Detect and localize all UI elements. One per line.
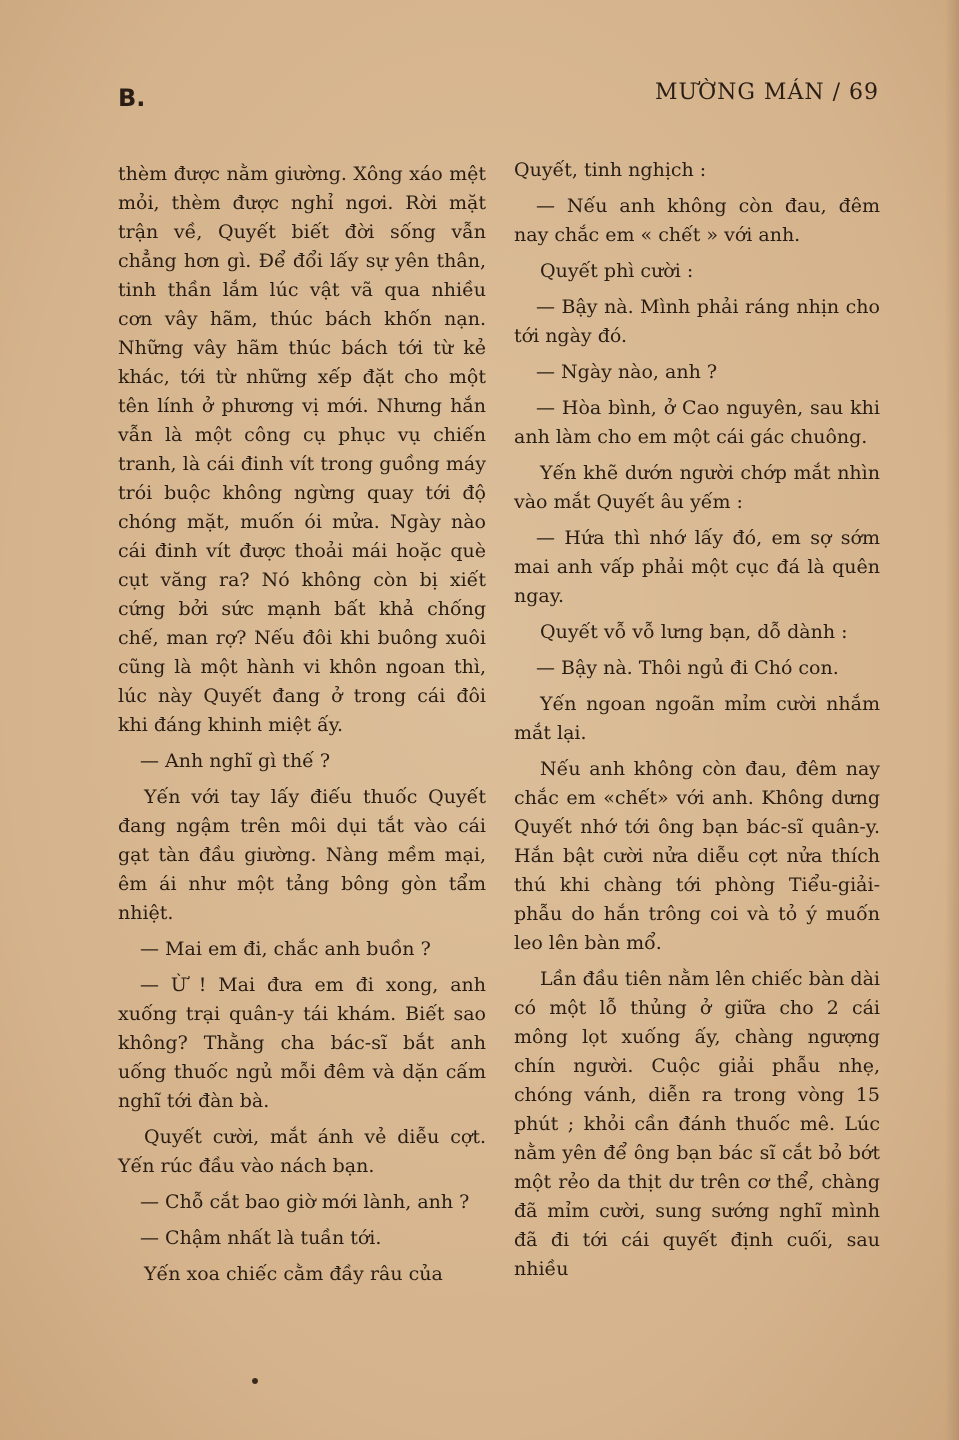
dialogue-line: — Hứa thì nhớ lấy đó, em sợ sớm mai anh vấp phải một cục đá là quên ngay. [514,527,880,607]
dialogue-line: — Mai em đi, chắc anh buồn ? [140,938,431,960]
dialogue-line: — Chậm nhất là tuần tới. [140,1227,382,1249]
dialogue-line: — Ừ ! Mai đưa em đi xong, anh xuống trại quân-y tái khám. Biết sao không? Thằng cha bác-sĩ bắt anh uống thuốc ngủ mỗi đêm và dặn cấm nghĩ tới đàn bà. [118,974,486,1112]
dialogue-line: — Chỗ cắt bao giờ mới lành, anh ? [140,1191,470,1213]
paragraph: Quyết vỗ vỗ lưng bạn, dỗ dành : [540,621,848,643]
paragraph: Quyết phì cười : [540,260,694,282]
paragraph: Yến xoa chiếc cằm đầy râu của [144,1263,443,1285]
dialogue-line: — Bậy nà. Thôi ngủ đi Chó con. [536,657,839,679]
page-spine-shadow [945,0,959,1440]
left-column [118,160,486,1296]
dialogue-line: — Anh nghĩ gì thế ? [140,750,331,772]
running-head: MƯỜNG MÁN / 69 [655,80,879,105]
paragraph: Nếu anh không còn đau, đêm nay chắc em «chết» với anh. Không dưng Quyết nhớ tới ông bạn bác-sĩ quân-y. Hắn bật cười nửa diễu cợt nửa thích thú khi chàng tới phòng Tiểu-giải-phẫu do hắn trông coi và tỏ ý muốn leo lên bàn mổ. [514,758,880,954]
paragraph: Yến khẽ dướn người chớp mắt nhìn vào mắt Quyết âu yếm : [514,462,880,513]
paragraph: Quyết cười, mắt ánh vẻ diễu cợt. Yến rúc đầu vào nách bạn. [118,1126,486,1177]
paragraph: thèm được nằm giường. Xông xáo mệt mỏi, thèm được nghỉ ngơi. Rời mặt trận về, Quyết biết đời sống vẫn chẳng hơn gì. Để đổi lấy sự yên thân, tinh thần lắm lúc vật vã qua nhiều cơn vây hãm, thúc bách khốn nạn. Những vây hãm thúc bách tới từ kẻ khác, tới từ những xếp đặt cho một tên lính ở phương vị mới. Nhưng hắn vẫn là một công cụ phục vụ chiến tranh, là cái đinh vít trong guồng máy trói buộc không ngừng quay tới độ chóng mặt, muốn ói mửa. Ngày nào cái đinh vít được thoải mái hoặc què cụt văng ra? Nó không còn bị xiết cứng bởi sức mạnh bất khả chống chế, man rợ? Nếu đôi khi buông xuôi cũng là một hành vi khôn ngoan thì, lúc này Quyết đang ở trong cái đôi khi đáng khinh miệt ấy. [118,163,486,736]
paragraph: Quyết, tinh nghịch : [514,159,707,181]
dialogue-line: — Hòa bình, ở Cao nguyên, sau khi anh làm cho em một cái gác chuông. [514,397,880,448]
dialogue-line: — Ngày nào, anh ? [536,361,718,383]
signature-mark: B. [118,84,146,112]
dialogue-line: — Bậy nà. Mình phải ráng nhịn cho tới ngày đó. [514,296,880,347]
paragraph: Yến với tay lấy điếu thuốc Quyết đang ngậm trên môi dụi tắt vào cái gạt tàn đầu giường. Nàng mềm mại, êm ái như một tảng bông gòn tẩm nhiệt. [118,786,486,924]
ink-dot [252,1378,258,1384]
paragraph: Lần đầu tiên nằm lên chiếc bàn dài có một lỗ thủng ở giữa cho 2 cái mông lọt xuống ấy, chàng ngượng chín người. Cuộc giải phẫu nhẹ, chóng vánh, diễn ra trong vòng 15 phút ; khỏi cần đánh thuốc mê. Lúc nằm yên để ông bạn bác sĩ cắt bỏ bớt một rẻo da thịt dư trên cơ thể, chàng đã mỉm cười, sung sướng nghĩ mình đã đi tới cái quyết định cuối, sau nhiều [514,968,880,1280]
right-column [514,156,880,1291]
dialogue-line: — Nếu anh không còn đau, đêm nay chắc em « chết » với anh. [514,195,880,246]
paragraph: Yến ngoan ngoãn mỉm cười nhắm mắt lại. [514,693,880,744]
